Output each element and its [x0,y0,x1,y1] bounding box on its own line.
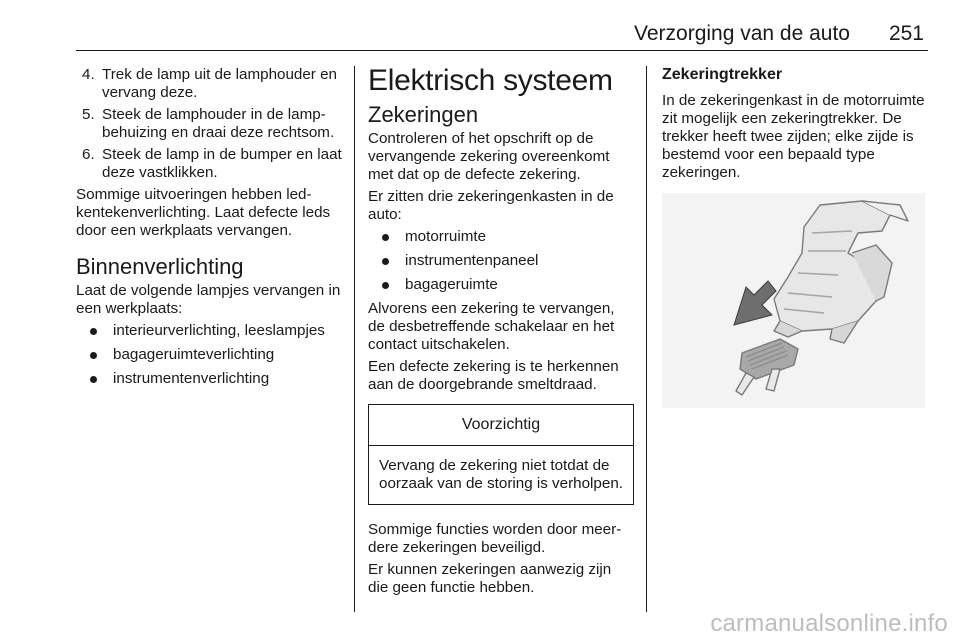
list-item: interieurverlichting, leeslampjes [76,322,342,340]
paragraph: Een defecte zekering is te herkennen aan de doorgebrande smeltdraad. [368,358,619,393]
step-list [76,66,342,182]
paragraph-led: Sommige uitvoeringen hebben led-kentekenverlichting. Laat defecte leds door een werkplaats vervangen. [76,186,331,239]
step-text: Steek de lamp in de bumper en laat deze vastklikken. [102,146,342,181]
section-heading-zekeringtrekker: Zekeringtrekker [662,66,783,83]
list-item: bagageruimte [368,276,634,294]
paragraph: Controleren of het opschrift op de vervangende zekering overeenkomt met dat op de defecte zekering. [368,130,610,183]
page-number: 251 [888,22,924,45]
column-middle [368,66,634,601]
fuse-puller-illustration [662,193,925,408]
watermark: carmanualsonline.info [710,610,948,637]
step-number: 5. [82,106,95,123]
list-item: instrumentenpaneel [368,252,634,270]
caution-title: Voorzichtig [369,405,633,446]
list-item: bagageruimteverlichting [76,346,342,364]
paragraph: Er zitten drie zekeringenkasten in de auto: [368,188,614,223]
list-item [76,66,342,102]
bullet-list [368,228,634,294]
paragraph: Alvorens een zekering te vervangen, de desbetreffende schakelaar en het contact uitschakelen. [368,300,615,353]
caution-text: Vervang de zekering niet totdat de oorzaak van de storing is verholpen. [379,457,623,492]
list-item [76,106,342,142]
list-item: motorruimte [368,228,634,246]
step-number: 4. [82,66,95,83]
step-text: Steek de lamphouder in de lampbehuizing en draai deze rechtsom. [102,106,335,141]
bullet-list [76,322,342,388]
chapter-heading: Elektrisch systeem [368,64,613,97]
step-number: 6. [82,146,95,163]
paragraph: In de zekeringenkast in de motorruimte zit mogelijk een zekeringtrekker. De trekker heeft twee zijden; elke zijde is bestemd voor een bepaald type zekeringen. [662,92,925,181]
caution-box [368,404,634,505]
section-heading-zekeringen: Zekeringen [368,102,479,127]
paragraph: Er kunnen zekeringen aanwezig zijn die geen functie hebben. [368,561,612,596]
list-item [76,146,342,182]
column-left [76,66,342,394]
paragraph-intro: Laat de volgende lampjes vervangen in een werkplaats: [76,282,341,317]
page-header-title: Verzorging van de auto [634,22,850,45]
page-header [76,0,928,51]
paragraph: Sommige functies worden door meerdere zekeringen beveiligd. [368,521,622,556]
column-divider [354,66,355,612]
section-heading-binnenverlichting: Binnenverlichting [76,254,244,279]
column-right [662,66,928,186]
column-divider [646,66,647,612]
list-item: instrumentenverlichting [76,370,342,388]
step-text: Trek de lamp uit de lamphouder en vervang deze. [102,66,337,101]
